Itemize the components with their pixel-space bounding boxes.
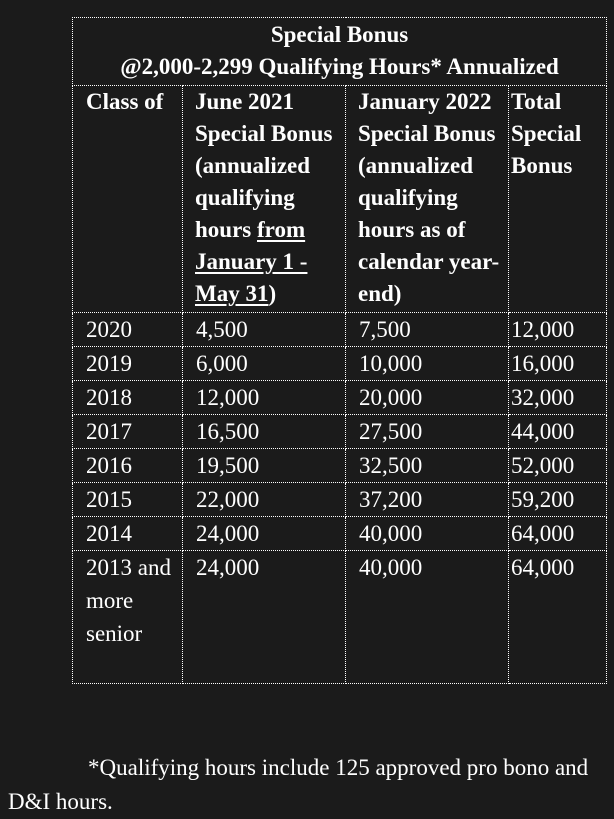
header-june-2021	[183, 86, 346, 313]
cell-class: 2020	[73, 313, 183, 347]
table-row	[73, 347, 607, 381]
cell-june: 22,000	[183, 483, 346, 517]
table-row	[73, 381, 607, 415]
cell-june: 16,500	[183, 415, 346, 449]
cell-total: 12,000	[509, 313, 607, 347]
cell-class: 2018	[73, 381, 183, 415]
header-june-2021-dates: January 1 - May 31	[195, 249, 308, 306]
cell-january: 32,500	[346, 449, 509, 483]
cell-total: 16,000	[509, 347, 607, 381]
cell-class: 2017	[73, 415, 183, 449]
cell-january: 10,000	[346, 347, 509, 381]
cell-january: 27,500	[346, 415, 509, 449]
cell-total: 44,000	[509, 415, 607, 449]
cell-january: 20,000	[346, 381, 509, 415]
title-row	[73, 18, 607, 86]
table-row	[73, 517, 607, 551]
special-bonus-table	[72, 17, 607, 684]
cell-class: 2019	[73, 347, 183, 381]
header-row	[73, 86, 607, 313]
header-june-2021-from: from	[257, 217, 306, 242]
header-june-2021-close: )	[268, 281, 277, 306]
header-class-of: Class of	[73, 86, 183, 313]
table-row	[73, 483, 607, 517]
table-title-line2: @2,000-2,299 Qualifying Hours* Annualized	[120, 54, 559, 79]
cell-class: 2013 and more senior	[73, 551, 183, 684]
cell-january: 40,000	[346, 517, 509, 551]
cell-class: 2016	[73, 449, 183, 483]
cell-class: 2015	[73, 483, 183, 517]
cell-june: 12,000	[183, 381, 346, 415]
table-title	[73, 18, 607, 86]
cell-january: 7,500	[346, 313, 509, 347]
cell-total: 32,000	[509, 381, 607, 415]
table-row	[73, 449, 607, 483]
header-january-2022: January 2022 Special Bonus (annualized qualifying hours as of calendar year-end)	[346, 86, 509, 313]
cell-total: 52,000	[509, 449, 607, 483]
table-row	[73, 551, 607, 684]
cell-june: 6,000	[183, 347, 346, 381]
cell-june: 4,500	[183, 313, 346, 347]
table-row	[73, 415, 607, 449]
cell-june: 19,500	[183, 449, 346, 483]
cell-class: 2014	[73, 517, 183, 551]
cell-january: 37,200	[346, 483, 509, 517]
header-total: Total Special Bonus	[509, 86, 607, 313]
cell-total: 64,000	[509, 551, 607, 684]
cell-total: 59,200	[509, 483, 607, 517]
cell-january: 40,000	[346, 551, 509, 684]
cell-total: 64,000	[509, 517, 607, 551]
table-title-line1: Special Bonus	[270, 22, 409, 47]
header-june-2021-part1: June 2021 Special Bonus (annualized qualifying hours	[195, 89, 333, 242]
cell-june: 24,000	[183, 517, 346, 551]
footnote: *Qualifying hours include 125 approved pro bono and D&I hours.	[8, 755, 589, 814]
cell-june: 24,000	[183, 551, 346, 684]
table-row	[73, 313, 607, 347]
